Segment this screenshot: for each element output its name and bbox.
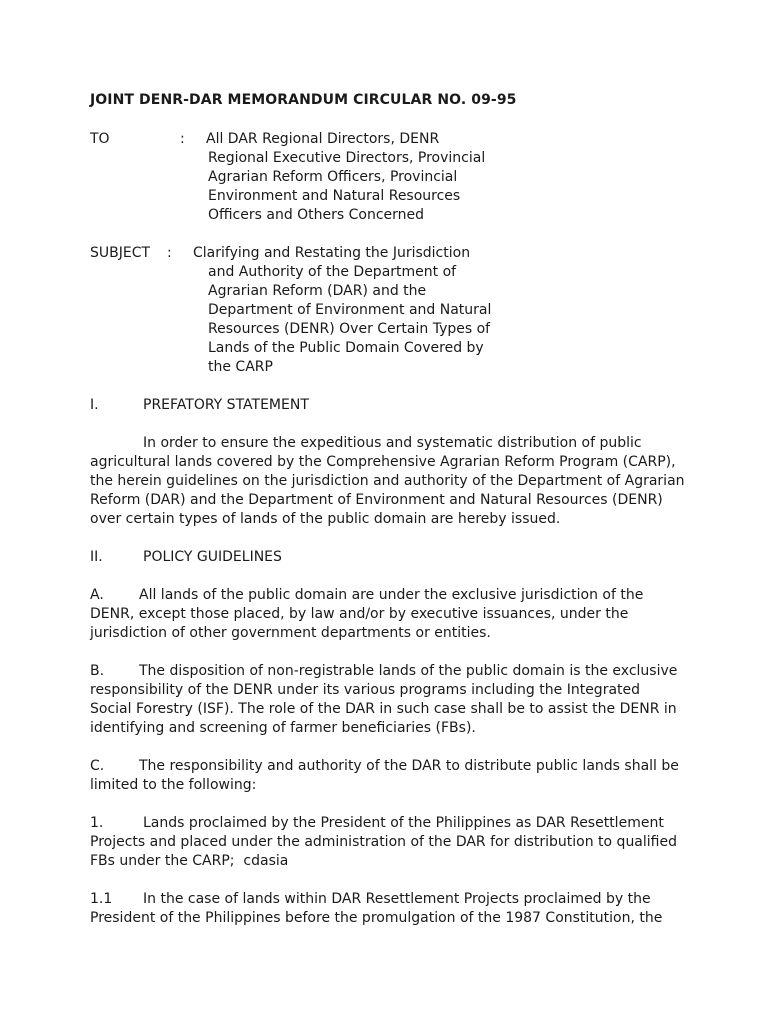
to-label: TO [90,131,110,147]
subject-line: Agrarian Reform (DAR) and the [208,283,427,299]
subject-label: SUBJECT [90,245,151,261]
section-heading: POLICY GUIDELINES [143,549,282,565]
section-number: I. [90,397,99,413]
to-line: All DAR Regional Directors, DENR [206,131,440,147]
paragraph-line: jurisdiction of other government departments or entities. [90,625,491,641]
paragraph-line: Social Forestry (ISF). The role of the DAR in such case shall be to assist the DENR in [90,701,677,717]
paragraph-line: FBs under the CARP; cdasia [90,853,289,869]
to-line: Agrarian Reform Officers, Provincial [208,169,458,185]
paragraph-label: A. [90,587,104,603]
document-title: JOINT DENR-DAR MEMORANDUM CIRCULAR NO. 09-95 [90,92,517,108]
paragraph-line: Reform (DAR) and the Department of Environment and Natural Resources (DENR) [90,492,663,508]
paragraph-line: The disposition of non-registrable lands of the public domain is the exclusive [139,663,678,679]
to-line: Officers and Others Concerned [208,207,425,223]
subject-line: the CARP [208,359,273,375]
paragraph-line: All lands of the public domain are under the exclusive jurisdiction of the [139,587,644,603]
paragraph-line: Projects and placed under the administration of the DAR for distribution to qualified [90,834,677,850]
paragraph-line: responsibility of the DENR under its various programs including the Integrated [90,682,641,698]
subject-line: Department of Environment and Natural [208,302,492,318]
subject-colon: : [167,245,172,261]
paragraph-line: over certain types of lands of the public domain are hereby issued. [90,511,561,527]
item-label: 1.1 [90,891,113,907]
to-colon: : [180,131,185,147]
section-number: II. [90,549,103,565]
paragraph-line: The responsibility and authority of the DAR to distribute public lands shall be [139,758,679,774]
paragraph-line: DENR, except those placed, by law and/or by executive issuances, under the [90,606,629,622]
paragraph-label: C. [90,758,105,774]
paragraph-line: identifying and screening of farmer beneficiaries (FBs). [90,720,476,736]
paragraph-line: In order to ensure the expeditious and systematic distribution of public [143,435,642,451]
subject-line: and Authority of the Department of [208,264,457,280]
paragraph-line: Lands proclaimed by the President of the Philippines as DAR Resettlement [143,815,664,831]
paragraph-line: agricultural lands covered by the Comprehensive Agrarian Reform Program (CARP), [90,454,676,470]
section-heading: PREFATORY STATEMENT [143,397,309,413]
paragraph-line: In the case of lands within DAR Resettlement Projects proclaimed by the [143,891,651,907]
subject-line: Clarifying and Restating the Jurisdiction [193,245,471,261]
paragraph-line: limited to the following: [90,777,257,793]
to-line: Environment and Natural Resources [208,188,461,204]
paragraph-line: the herein guidelines on the jurisdiction and authority of the Department of Agrarian [90,473,685,489]
subject-line: Resources (DENR) Over Certain Types of [208,321,491,337]
subject-line: Lands of the Public Domain Covered by [208,340,484,356]
item-label: 1. [90,815,104,831]
paragraph-label: B. [90,663,105,679]
paragraph-line: President of the Philippines before the promulgation of the 1987 Constitution, the [90,910,663,926]
to-line: Regional Executive Directors, Provincial [208,150,486,166]
